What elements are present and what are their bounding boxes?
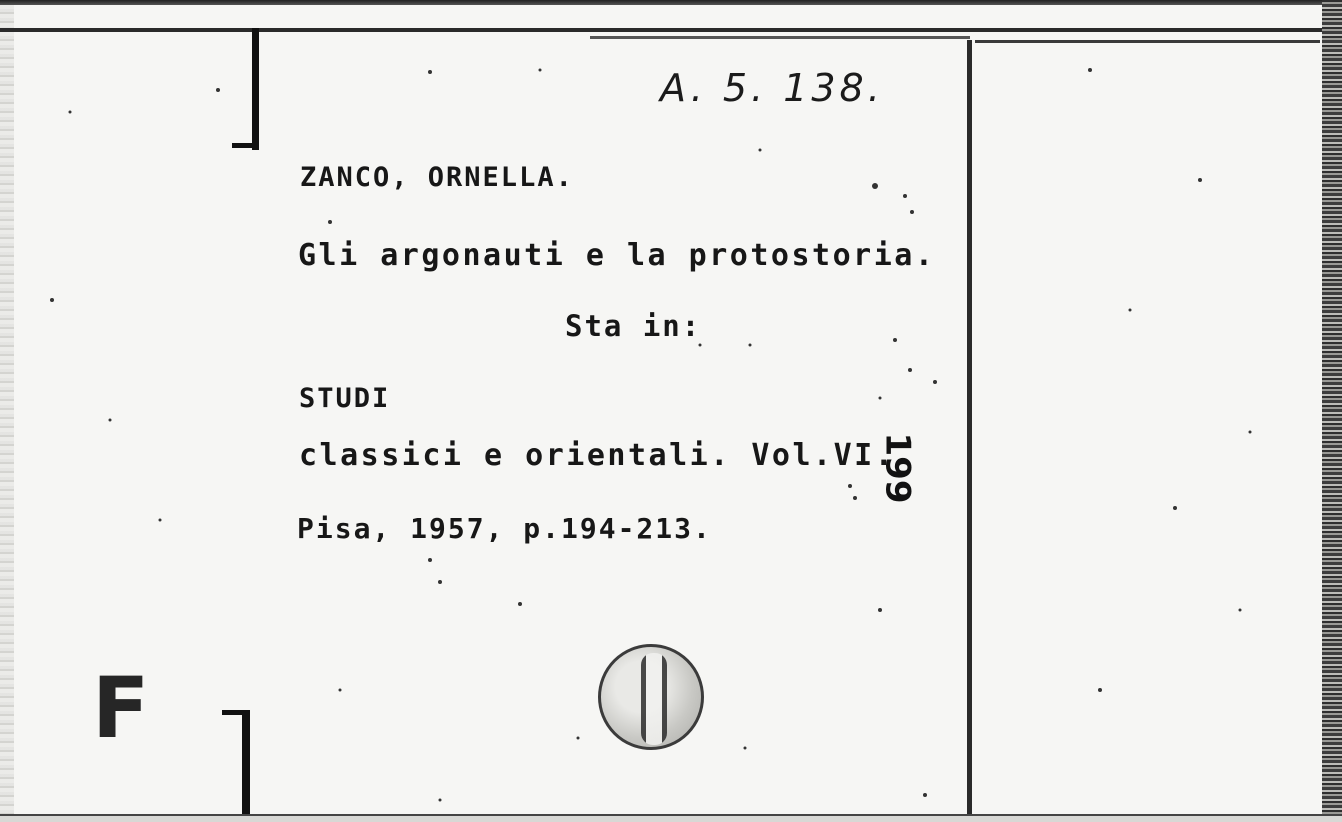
corner-mark: F (92, 659, 150, 757)
side-number: 199 (877, 432, 918, 504)
imprint-line: Pisa, 1957, p.194-213. (297, 512, 712, 545)
shelfmark: A. 5. 138. (660, 66, 884, 110)
bottom-border (0, 814, 1342, 822)
series-line-2: classici e orientali. Vol.VI. (299, 438, 896, 473)
series-line-1: STUDI (299, 383, 391, 414)
title-line: Gli argonauti e la protostoria. (298, 238, 936, 273)
author-line: ZANCO, ORNELLA. (300, 162, 574, 193)
in-label: Sta in: (565, 309, 702, 343)
